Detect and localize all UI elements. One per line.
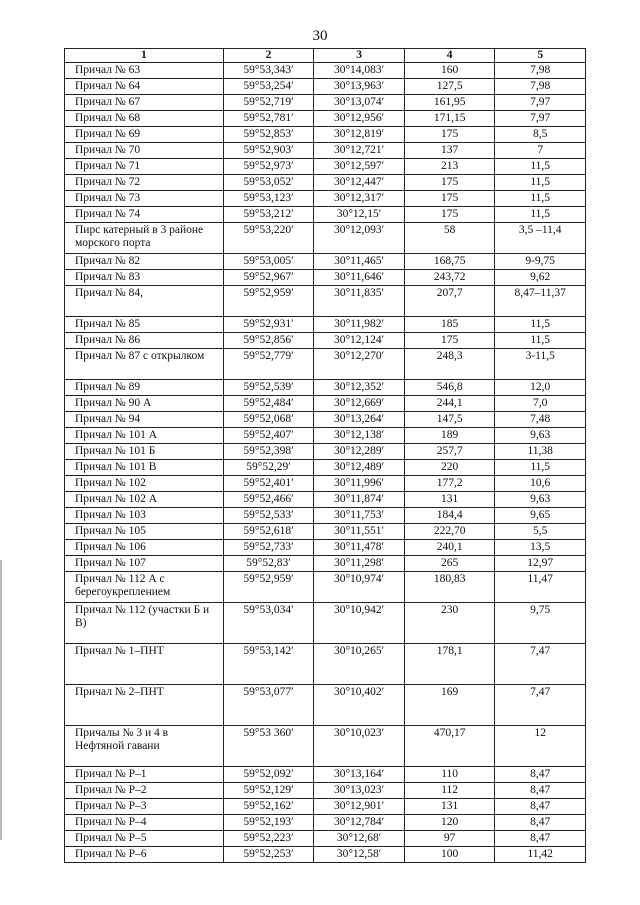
length-cell: 161,95	[404, 95, 495, 111]
berth-name-cell: Причал № 89	[65, 380, 224, 396]
length-cell: 243,72	[404, 270, 495, 286]
berth-name-cell: Причал № 82	[65, 254, 224, 270]
longitude-cell: 30°11,996′	[314, 476, 405, 492]
column-header-3: 3	[314, 49, 405, 63]
latitude-cell: 59°52,779′	[223, 349, 314, 380]
berth-name-cell: Причал № 74	[65, 207, 224, 223]
longitude-cell: 30°11,478′	[314, 540, 405, 556]
length-cell: 175	[404, 127, 495, 143]
berth-name-cell: Причал № 71	[65, 159, 224, 175]
berth-name-cell: Причал № 69	[65, 127, 224, 143]
berth-name-cell: Причал № 70	[65, 143, 224, 159]
table-row	[65, 572, 586, 603]
depth-cell: 9,65	[495, 508, 586, 524]
longitude-cell: 30°12,124′	[314, 333, 405, 349]
page-number: 30	[312, 28, 328, 44]
berth-name-cell: Причал № 103	[65, 508, 224, 524]
longitude-cell: 30°10,402′	[314, 685, 405, 726]
length-cell: 112	[404, 783, 495, 799]
longitude-cell: 30°11,874′	[314, 492, 405, 508]
longitude-cell: 30°12,447′	[314, 175, 405, 191]
depth-cell: 8,47	[495, 831, 586, 847]
berth-name-cell: Причал № 105	[65, 524, 224, 540]
table-row	[65, 95, 586, 111]
table-row	[65, 726, 586, 767]
berth-name-cell: Причал № 87 с открылком	[65, 349, 224, 380]
longitude-cell: 30°11,753′	[314, 508, 405, 524]
latitude-cell: 59°52,092′	[223, 767, 314, 783]
length-cell: 100	[404, 847, 495, 863]
berth-name-cell: Причал № Р–2	[65, 783, 224, 799]
length-cell: 160	[404, 63, 495, 79]
latitude-cell: 59°52,29′	[223, 460, 314, 476]
depth-cell: 7,98	[495, 63, 586, 79]
latitude-cell: 59°53,212′	[223, 207, 314, 223]
column-header-2: 2	[223, 49, 314, 63]
length-cell: 131	[404, 492, 495, 508]
berth-name-cell: Причал № 101 А	[65, 428, 224, 444]
latitude-cell: 59°52,129′	[223, 783, 314, 799]
berth-name-cell: Причал № Р–5	[65, 831, 224, 847]
berth-name-cell: Причал № 101 В	[65, 460, 224, 476]
table-row	[65, 270, 586, 286]
table-row	[65, 159, 586, 175]
depth-cell: 8,47	[495, 767, 586, 783]
longitude-cell: 30°13,963′	[314, 79, 405, 95]
latitude-cell: 59°53,034′	[223, 603, 314, 644]
latitude-cell: 59°52,401′	[223, 476, 314, 492]
latitude-cell: 59°53 360′	[223, 726, 314, 767]
length-cell: 175	[404, 175, 495, 191]
depth-cell: 11,5	[495, 175, 586, 191]
berth-name-cell: Причал № Р–1	[65, 767, 224, 783]
table-row	[65, 556, 586, 572]
length-cell: 184,4	[404, 508, 495, 524]
table-row	[65, 79, 586, 95]
table-row	[65, 767, 586, 783]
longitude-cell: 30°12,317′	[314, 191, 405, 207]
depth-cell: 10,6	[495, 476, 586, 492]
table-row	[65, 412, 586, 428]
longitude-cell: 30°10,265′	[314, 644, 405, 685]
latitude-cell: 59°52,781′	[223, 111, 314, 127]
depth-cell: 8,47–11,37	[495, 286, 586, 317]
longitude-cell: 30°10,023′	[314, 726, 405, 767]
length-cell: 189	[404, 428, 495, 444]
table-row	[65, 603, 586, 644]
depth-cell: 8,47	[495, 815, 586, 831]
table-row	[65, 783, 586, 799]
latitude-cell: 59°52,466′	[223, 492, 314, 508]
table-header-row	[65, 49, 586, 63]
latitude-cell: 59°52,484′	[223, 396, 314, 412]
length-cell: 222,70	[404, 524, 495, 540]
latitude-cell: 59°53,142′	[223, 644, 314, 685]
table-row	[65, 111, 586, 127]
latitude-cell: 59°52,223′	[223, 831, 314, 847]
depth-cell: 11,5	[495, 207, 586, 223]
depth-cell: 8,5	[495, 127, 586, 143]
latitude-cell: 59°53,005′	[223, 254, 314, 270]
length-cell: 248,3	[404, 349, 495, 380]
latitude-cell: 59°53,220′	[223, 223, 314, 254]
depth-cell: 9-9,75	[495, 254, 586, 270]
latitude-cell: 59°52,733′	[223, 540, 314, 556]
length-cell: 58	[404, 223, 495, 254]
table-row	[65, 286, 586, 317]
column-header-5: 5	[495, 49, 586, 63]
berth-name-cell: Пирс катерный в 3 районе морского порта	[65, 223, 224, 254]
depth-cell: 13,5	[495, 540, 586, 556]
berth-name-cell: Причал № 112 (участки Б и В)	[65, 603, 224, 644]
length-cell: 546,8	[404, 380, 495, 396]
depth-cell: 7,0	[495, 396, 586, 412]
length-cell: 110	[404, 767, 495, 783]
length-cell: 147,5	[404, 412, 495, 428]
depth-cell: 7,47	[495, 644, 586, 685]
length-cell: 220	[404, 460, 495, 476]
length-cell: 175	[404, 207, 495, 223]
length-cell: 265	[404, 556, 495, 572]
length-cell: 230	[404, 603, 495, 644]
length-cell: 178,1	[404, 644, 495, 685]
berth-name-cell: Причал № Р–6	[65, 847, 224, 863]
latitude-cell: 59°52,967′	[223, 270, 314, 286]
latitude-cell: 59°53,254′	[223, 79, 314, 95]
latitude-cell: 59°53,077′	[223, 685, 314, 726]
berth-name-cell: Причал № Р–3	[65, 799, 224, 815]
longitude-cell: 30°14,083′	[314, 63, 405, 79]
longitude-cell: 30°11,982′	[314, 317, 405, 333]
berth-name-cell: Причалы № 3 и 4 в Нефтяной гавани	[65, 726, 224, 767]
length-cell: 168,75	[404, 254, 495, 270]
length-cell: 180,83	[404, 572, 495, 603]
table-row	[65, 460, 586, 476]
depth-cell: 8,47	[495, 783, 586, 799]
berth-name-cell: Причал № 86	[65, 333, 224, 349]
berth-name-cell: Причал № 102	[65, 476, 224, 492]
table-body	[65, 63, 586, 863]
berth-name-cell: Причал № 101 Б	[65, 444, 224, 460]
longitude-cell: 30°12,956′	[314, 111, 405, 127]
length-cell: 213	[404, 159, 495, 175]
latitude-cell: 59°52,973′	[223, 159, 314, 175]
longitude-cell: 30°11,646′	[314, 270, 405, 286]
latitude-cell: 59°52,83′	[223, 556, 314, 572]
depth-cell: 11,5	[495, 191, 586, 207]
longitude-cell: 30°12,270′	[314, 349, 405, 380]
depth-cell: 11,5	[495, 317, 586, 333]
latitude-cell: 59°52,068′	[223, 412, 314, 428]
depth-cell: 12,0	[495, 380, 586, 396]
table-row	[65, 508, 586, 524]
longitude-cell: 30°13,164′	[314, 767, 405, 783]
table-row	[65, 799, 586, 815]
depth-cell: 9,62	[495, 270, 586, 286]
longitude-cell: 30°12,352′	[314, 380, 405, 396]
latitude-cell: 59°53,052′	[223, 175, 314, 191]
latitude-cell: 59°52,853′	[223, 127, 314, 143]
length-cell: 137	[404, 143, 495, 159]
longitude-cell: 30°12,15′	[314, 207, 405, 223]
berth-name-cell: Причал № 1–ПНТ	[65, 644, 224, 685]
berth-name-cell: Причал № 83	[65, 270, 224, 286]
longitude-cell: 30°12,093′	[314, 223, 405, 254]
latitude-cell: 59°53,123′	[223, 191, 314, 207]
table-row	[65, 175, 586, 191]
table-row	[65, 444, 586, 460]
length-cell: 177,2	[404, 476, 495, 492]
column-header-1: 1	[65, 49, 224, 63]
table-row	[65, 476, 586, 492]
table-row	[65, 396, 586, 412]
length-cell: 185	[404, 317, 495, 333]
table-row	[65, 317, 586, 333]
latitude-cell: 59°52,253′	[223, 847, 314, 863]
longitude-cell: 30°12,58′	[314, 847, 405, 863]
longitude-cell: 30°13,074′	[314, 95, 405, 111]
depth-cell: 9,63	[495, 428, 586, 444]
length-cell: 207,7	[404, 286, 495, 317]
table-row	[65, 191, 586, 207]
length-cell: 127,5	[404, 79, 495, 95]
berth-name-cell: Причал № 94	[65, 412, 224, 428]
berth-name-cell: Причал № 84,	[65, 286, 224, 317]
depth-cell: 11,5	[495, 333, 586, 349]
berth-name-cell: Причал № 85	[65, 317, 224, 333]
table-row	[65, 540, 586, 556]
berth-name-cell: Причал № 102 А	[65, 492, 224, 508]
depth-cell: 5,5	[495, 524, 586, 540]
longitude-cell: 30°10,974′	[314, 572, 405, 603]
depth-cell: 11,38	[495, 444, 586, 460]
latitude-cell: 59°52,931′	[223, 317, 314, 333]
depth-cell: 8,47	[495, 799, 586, 815]
depth-cell: 11,47	[495, 572, 586, 603]
length-cell: 240,1	[404, 540, 495, 556]
column-header-4: 4	[404, 49, 495, 63]
table-row	[65, 685, 586, 726]
berth-name-cell: Причал № 72	[65, 175, 224, 191]
table-row	[65, 333, 586, 349]
table-row	[65, 847, 586, 863]
latitude-cell: 59°52,407′	[223, 428, 314, 444]
berth-name-cell: Причал № 64	[65, 79, 224, 95]
length-cell: 97	[404, 831, 495, 847]
latitude-cell: 59°52,903′	[223, 143, 314, 159]
latitude-cell: 59°52,533′	[223, 508, 314, 524]
depth-cell: 7,98	[495, 79, 586, 95]
length-cell: 131	[404, 799, 495, 815]
longitude-cell: 30°12,289′	[314, 444, 405, 460]
depth-cell: 9,63	[495, 492, 586, 508]
longitude-cell: 30°11,835′	[314, 286, 405, 317]
table-row	[65, 349, 586, 380]
longitude-cell: 30°12,784′	[314, 815, 405, 831]
longitude-cell: 30°12,721′	[314, 143, 405, 159]
berth-name-cell: Причал № 2–ПНТ	[65, 685, 224, 726]
depth-cell: 7	[495, 143, 586, 159]
table-row	[65, 143, 586, 159]
table-row	[65, 223, 586, 254]
depth-cell: 7,47	[495, 685, 586, 726]
table-row	[65, 127, 586, 143]
longitude-cell: 30°10,942′	[314, 603, 405, 644]
latitude-cell: 59°52,193′	[223, 815, 314, 831]
depth-cell: 11,5	[495, 460, 586, 476]
latitude-cell: 59°52,719′	[223, 95, 314, 111]
scan-edge-mark	[0, 560, 2, 840]
length-cell: 470,17	[404, 726, 495, 767]
longitude-cell: 30°13,264′	[314, 412, 405, 428]
length-cell: 169	[404, 685, 495, 726]
latitude-cell: 59°52,856′	[223, 333, 314, 349]
length-cell: 257,7	[404, 444, 495, 460]
table-row	[65, 524, 586, 540]
depth-cell: 11,42	[495, 847, 586, 863]
berth-name-cell: Причал № 112 А с берегоукреплением	[65, 572, 224, 603]
longitude-cell: 30°13,023′	[314, 783, 405, 799]
berth-name-cell: Причал № 106	[65, 540, 224, 556]
longitude-cell: 30°12,489′	[314, 460, 405, 476]
latitude-cell: 59°52,162′	[223, 799, 314, 815]
berth-name-cell: Причал № Р–4	[65, 815, 224, 831]
depth-cell: 3,5 –11,4	[495, 223, 586, 254]
berth-name-cell: Причал № 73	[65, 191, 224, 207]
table-row	[65, 380, 586, 396]
table-row	[65, 644, 586, 685]
depth-cell: 3-11,5	[495, 349, 586, 380]
depth-cell: 12	[495, 726, 586, 767]
length-cell: 120	[404, 815, 495, 831]
table-row	[65, 492, 586, 508]
depth-cell: 7,97	[495, 111, 586, 127]
latitude-cell: 59°52,539′	[223, 380, 314, 396]
longitude-cell: 30°12,138′	[314, 428, 405, 444]
depth-cell: 7,48	[495, 412, 586, 428]
berth-name-cell: Причал № 63	[65, 63, 224, 79]
berths-table	[64, 48, 586, 863]
berth-name-cell: Причал № 90 А	[65, 396, 224, 412]
longitude-cell: 30°11,465′	[314, 254, 405, 270]
depth-cell: 11,5	[495, 159, 586, 175]
depth-cell: 9,75	[495, 603, 586, 644]
berth-name-cell: Причал № 68	[65, 111, 224, 127]
longitude-cell: 30°12,68′	[314, 831, 405, 847]
latitude-cell: 59°52,618′	[223, 524, 314, 540]
length-cell: 175	[404, 191, 495, 207]
table-row	[65, 207, 586, 223]
longitude-cell: 30°12,901′	[314, 799, 405, 815]
depth-cell: 7,97	[495, 95, 586, 111]
berth-name-cell: Причал № 107	[65, 556, 224, 572]
length-cell: 175	[404, 333, 495, 349]
berth-name-cell: Причал № 67	[65, 95, 224, 111]
table-row	[65, 254, 586, 270]
longitude-cell: 30°11,298′	[314, 556, 405, 572]
table-row	[65, 63, 586, 79]
longitude-cell: 30°11,551′	[314, 524, 405, 540]
latitude-cell: 59°52,398′	[223, 444, 314, 460]
latitude-cell: 59°53,343′	[223, 63, 314, 79]
table-row	[65, 815, 586, 831]
latitude-cell: 59°52,959′	[223, 572, 314, 603]
table-row	[65, 831, 586, 847]
length-cell: 244,1	[404, 396, 495, 412]
length-cell: 171,15	[404, 111, 495, 127]
longitude-cell: 30°12,819′	[314, 127, 405, 143]
latitude-cell: 59°52,959′	[223, 286, 314, 317]
longitude-cell: 30°12,669′	[314, 396, 405, 412]
table-row	[65, 428, 586, 444]
depth-cell: 12,97	[495, 556, 586, 572]
longitude-cell: 30°12,597′	[314, 159, 405, 175]
